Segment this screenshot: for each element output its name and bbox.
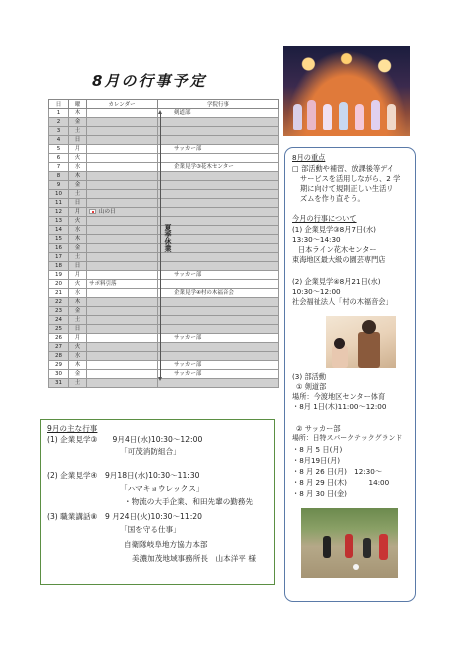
event-cell: [158, 262, 279, 271]
festival-photo: [283, 46, 410, 136]
day-cell: 24: [49, 316, 69, 325]
day-cell: 9: [49, 181, 69, 190]
kendo-title: ① 剣道部: [296, 382, 327, 391]
calendar-cell: [87, 271, 158, 280]
day-cell: 17: [49, 253, 69, 262]
event-cell: [158, 253, 279, 262]
calendar-row: [49, 181, 279, 190]
september-item: (2) 企業見学④ 9月18日(水)10:30〜11:30: [47, 471, 200, 480]
weekday-cell: 木: [69, 361, 87, 370]
page-title: 8月の行事予定: [92, 72, 207, 90]
calendar-row: [49, 118, 279, 127]
focus-heading: 8月の重点: [292, 153, 326, 162]
september-item: 「ハマキョウレックス」: [120, 484, 204, 493]
calendar-row: [49, 325, 279, 334]
day-cell: 31: [49, 379, 69, 388]
day-cell: 15: [49, 235, 69, 244]
event-cell: [158, 154, 279, 163]
calendar-row: [49, 172, 279, 181]
weekday-cell: 金: [69, 118, 87, 127]
event-cell: [158, 235, 279, 244]
day-cell: 12: [49, 208, 69, 217]
calendar-cell: [87, 145, 158, 154]
day-cell: 8: [49, 172, 69, 181]
day-cell: 14: [49, 226, 69, 235]
calendar-cell: [87, 343, 158, 352]
focus-line: 期に向けて規則正しい生活リ: [300, 184, 394, 193]
calendar-row: [49, 199, 279, 208]
weekday-cell: 火: [69, 280, 87, 289]
calendar-cell: [87, 298, 158, 307]
calendar-cell: [87, 163, 158, 172]
event-cell: [158, 217, 279, 226]
weekday-cell: 金: [69, 181, 87, 190]
header-day: 日: [49, 100, 69, 109]
calendar-row: [49, 163, 279, 172]
visit2-title: (2) 企業見学④8月21日(水): [292, 277, 381, 286]
header-school-events: 学院行事: [158, 100, 279, 109]
day-cell: 23: [49, 307, 69, 316]
calendar-cell: [87, 181, 158, 190]
weekday-cell: 土: [69, 379, 87, 388]
calendar-row: [49, 361, 279, 370]
event-cell: [158, 226, 279, 235]
event-cell: [158, 379, 279, 388]
event-cell: サッカー部: [158, 271, 279, 280]
calendar-row: [49, 145, 279, 154]
day-cell: 6: [49, 154, 69, 163]
calendar-cell: [87, 136, 158, 145]
day-cell: 27: [49, 343, 69, 352]
event-cell: [158, 280, 279, 289]
event-cell: [158, 244, 279, 253]
calendar-row: [49, 379, 279, 388]
calendar-cell: [87, 217, 158, 226]
event-cell: [158, 181, 279, 190]
day-cell: 26: [49, 334, 69, 343]
weekday-cell: 土: [69, 127, 87, 136]
calendar-cell: [87, 370, 158, 379]
visit2-time: 10:30〜12:00: [292, 287, 341, 296]
event-cell: [158, 298, 279, 307]
september-item: ・物流の大手企業、和田先輩の勤務先: [124, 497, 254, 506]
calendar-row: [49, 298, 279, 307]
event-cell: [158, 352, 279, 361]
calendar-cell: [87, 127, 158, 136]
september-item: 美濃加茂地域事務所長 山本洋平 様: [132, 554, 256, 563]
weekday-cell: 火: [69, 154, 87, 163]
calendar-cell: [87, 154, 158, 163]
weekday-cell: 木: [69, 235, 87, 244]
day-cell: 25: [49, 325, 69, 334]
weekday-cell: 月: [69, 271, 87, 280]
weekday-cell: 日: [69, 262, 87, 271]
weekday-cell: 日: [69, 136, 87, 145]
calendar-row: [49, 280, 279, 289]
weekday-cell: 火: [69, 217, 87, 226]
calendar-cell: [87, 172, 158, 181]
weekday-cell: 土: [69, 253, 87, 262]
event-cell: サッカー部: [158, 145, 279, 154]
calendar-cell: [87, 109, 158, 118]
calendar-row: [49, 127, 279, 136]
calendar-cell: [87, 316, 158, 325]
calendar-row: [49, 343, 279, 352]
calendar-row: [49, 316, 279, 325]
calendar-row: [49, 262, 279, 271]
event-cell: 剣道部: [158, 109, 279, 118]
calendar-row: [49, 334, 279, 343]
event-cell: サッカー部: [158, 370, 279, 379]
day-cell: 21: [49, 289, 69, 298]
soccer-date: ・8 月 30 日(金): [292, 489, 347, 498]
weekday-cell: 月: [69, 334, 87, 343]
japan-flag-icon: [89, 209, 96, 214]
day-cell: 19: [49, 271, 69, 280]
weekday-cell: 木: [69, 298, 87, 307]
weekday-cell: 日: [69, 325, 87, 334]
visit1-time: 13:30〜14:30: [292, 235, 341, 244]
calendar-cell: [87, 253, 158, 262]
event-cell: 企業見学③花木センター: [158, 163, 279, 172]
day-cell: 16: [49, 244, 69, 253]
events-heading: 今月の行事について: [292, 214, 357, 223]
calendar-cell: サポ料引落: [87, 280, 158, 289]
event-cell: [158, 307, 279, 316]
calendar-cell: [87, 379, 158, 388]
calendar-header-row: [49, 100, 279, 109]
day-cell: 5: [49, 145, 69, 154]
september-item: 「可茂消防組合」: [120, 447, 181, 456]
day-cell: 30: [49, 370, 69, 379]
weekday-cell: 水: [69, 289, 87, 298]
calendar-cell: [87, 361, 158, 370]
calendar-cell: [87, 262, 158, 271]
focus-line: サービスを活用しながら、2 学: [300, 174, 401, 183]
event-cell: 企業見学④村の木福音会: [158, 289, 279, 298]
vacation-label: 夏季休業: [164, 224, 172, 252]
header-calendar: カレンダー: [87, 100, 158, 109]
focus-line: ズムを作り直そう。: [300, 194, 365, 203]
calendar-row: [49, 154, 279, 163]
day-cell: 18: [49, 262, 69, 271]
calendar-cell: [87, 325, 158, 334]
event-cell: [158, 118, 279, 127]
visit1-title: (1) 企業見学③8月7日(水): [292, 225, 376, 234]
calendar-row: [49, 370, 279, 379]
calendar-cell: [87, 235, 158, 244]
event-cell: [158, 199, 279, 208]
day-cell: 20: [49, 280, 69, 289]
visit1-place: 日本ライン花木センター: [298, 245, 377, 254]
event-cell: [158, 190, 279, 199]
calendar-cell: [87, 190, 158, 199]
kendo-place: 場所：今渡地区センター体育: [292, 392, 386, 401]
calendar-row: [49, 136, 279, 145]
september-heading: 9月の主な行事: [47, 424, 98, 433]
calendar-row: [49, 307, 279, 316]
calendar-cell: [87, 289, 158, 298]
weekday-cell: 金: [69, 307, 87, 316]
day-cell: 4: [49, 136, 69, 145]
soccer-date: ・8 月 29 日(木) 14:00: [292, 478, 390, 487]
calendar-row: [49, 352, 279, 361]
soccer-title: ② サッカー部: [296, 424, 341, 433]
soccer-date: ・8 月 26 日(月) 12:30〜: [292, 467, 383, 476]
kids-photo: [326, 316, 396, 368]
calendar-row: [49, 208, 279, 217]
september-item: 「国を守る仕事」: [120, 525, 181, 534]
event-cell: [158, 136, 279, 145]
visit1-desc: 東海地区最大級の園芸専門店: [292, 255, 386, 264]
weekday-cell: 月: [69, 208, 87, 217]
calendar-row: [49, 289, 279, 298]
day-cell: 22: [49, 298, 69, 307]
weekday-cell: 水: [69, 226, 87, 235]
event-cell: [158, 172, 279, 181]
event-cell: [158, 127, 279, 136]
weekday-cell: 日: [69, 199, 87, 208]
september-item: (3) 職業講話⑧ 9 月24日(火)10:30〜11:20: [47, 512, 202, 521]
vacation-range-arrow: [160, 113, 161, 378]
weekday-cell: 水: [69, 352, 87, 361]
event-cell: [158, 208, 279, 217]
day-cell: 2: [49, 118, 69, 127]
calendar-cell: [87, 226, 158, 235]
calendar-cell: [87, 199, 158, 208]
kendo-date: ・8月 1日(木)11:00〜12:00: [292, 402, 387, 411]
calendar-cell: [87, 118, 158, 127]
day-cell: 7: [49, 163, 69, 172]
soccer-place: 場所：日特スパークテックグランド: [292, 434, 403, 442]
calendar-row: [49, 253, 279, 262]
september-item: (1) 企業見学③ 9月4日(水)10:30〜12:00: [47, 435, 203, 444]
calendar-cell: [87, 244, 158, 253]
calendar-row: [49, 190, 279, 199]
visit2-place: 社会福祉法人「村の木福音会」: [292, 297, 393, 306]
event-cell: サッカー部: [158, 361, 279, 370]
calendar-cell: [87, 352, 158, 361]
event-cell: サッカー部: [158, 334, 279, 343]
day-cell: 11: [49, 199, 69, 208]
day-cell: 28: [49, 352, 69, 361]
weekday-cell: 木: [69, 172, 87, 181]
weekday-cell: 月: [69, 145, 87, 154]
event-cell: [158, 316, 279, 325]
soccer-date: ・8月19日(月): [292, 456, 341, 465]
holiday-label: 山の日: [99, 209, 116, 215]
event-cell: [158, 343, 279, 352]
september-item: 自衛隊岐阜地方協力本部: [124, 540, 208, 549]
weekday-cell: 土: [69, 316, 87, 325]
day-cell: 13: [49, 217, 69, 226]
calendar-cell: [87, 208, 158, 217]
calendar-row: [49, 109, 279, 118]
calendar-row: [49, 271, 279, 280]
day-cell: 3: [49, 127, 69, 136]
weekday-cell: 金: [69, 244, 87, 253]
day-cell: 1: [49, 109, 69, 118]
soccer-photo: [301, 508, 398, 578]
weekday-cell: 土: [69, 190, 87, 199]
weekday-cell: 金: [69, 370, 87, 379]
soccer-date: ・8 月 5 日(月): [292, 445, 343, 454]
weekday-cell: 火: [69, 343, 87, 352]
day-cell: 29: [49, 361, 69, 370]
event-cell: [158, 325, 279, 334]
focus-line: □ 部活動や補習、放課後等デイ: [292, 164, 395, 173]
calendar-cell: [87, 307, 158, 316]
weekday-cell: 木: [69, 109, 87, 118]
day-cell: 10: [49, 190, 69, 199]
calendar-cell: [87, 334, 158, 343]
header-weekday: 曜: [69, 100, 87, 109]
weekday-cell: 水: [69, 163, 87, 172]
club-title: (3) 部活動: [292, 372, 327, 381]
